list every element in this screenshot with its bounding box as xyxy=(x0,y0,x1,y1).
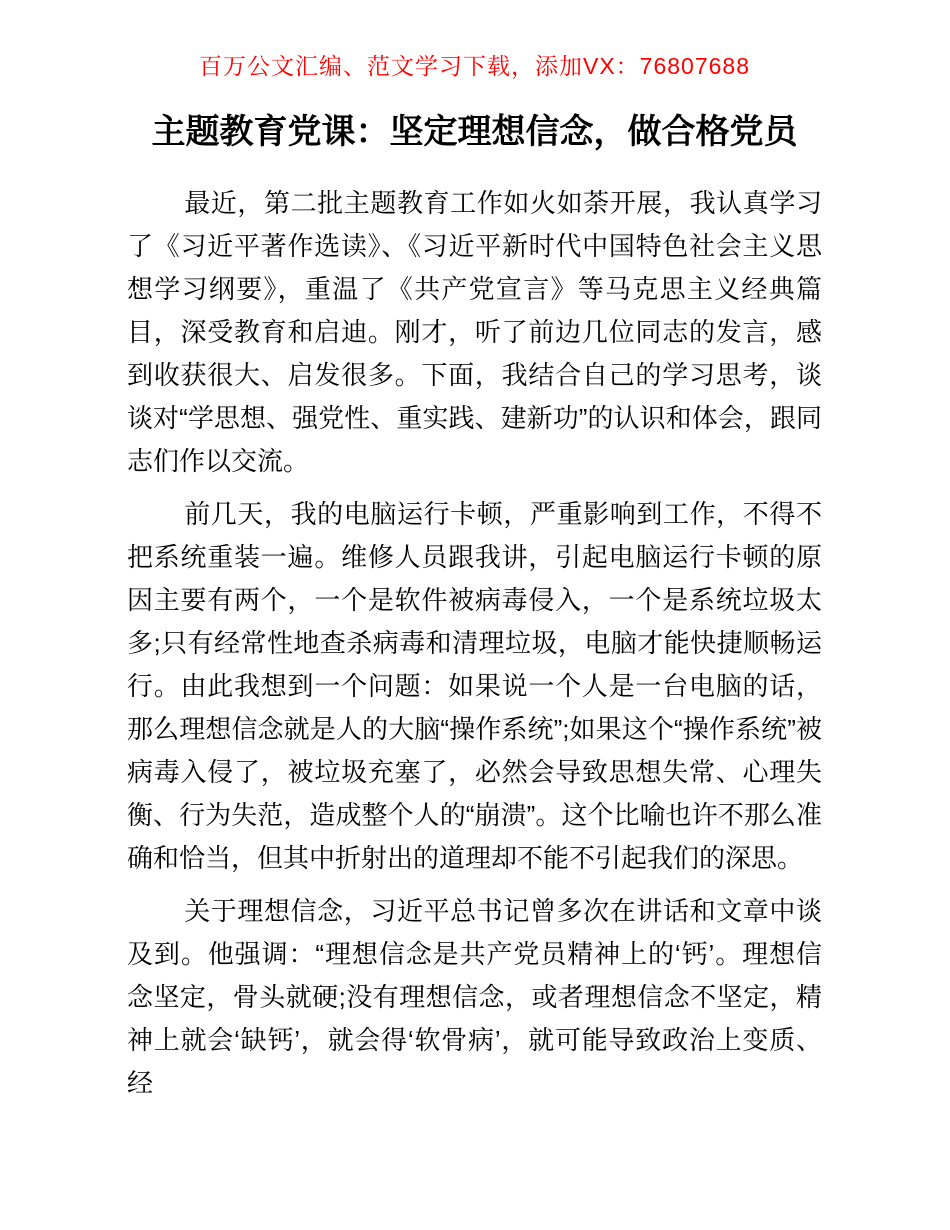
paragraph-1: 最近，第二批主题教育工作如火如荼开展，我认真学习了《习近平著作选读》、《习近平新时代中国特色社会主义思想学习纲要》，重温了《共产党宣言》等马克思主义经典篇目，深受教育和启迪。刚才，听了前边几位同志的发言，感到收获很大、启发很多。下面，我结合自己的学习思考，谈谈对“学思想、强党性、重实践、建新功”的认识和体会，跟同志们作以交流。 xyxy=(127,188,822,476)
promo-header-text: 百万公文汇编、范文学习下载，添加VX：76807688 xyxy=(198,53,750,79)
document-title: 主题教育党课：坚定理想信念，做合格党员 xyxy=(151,113,798,151)
paragraph-3: 关于理想信念，习近平总书记曾多次在讲话和文章中谈及到。他强调：“理想信念是共产党员精神上的‘钙’。理想信念坚定，骨头就硬;没有理想信念，或者理想信念不坚定，精神上就会‘缺钙’，就会得‘软骨病’，就可能导致政治上变质、经 xyxy=(127,896,822,1098)
paragraph-2: 前几天，我的电脑运行卡顿，严重影响到工作，不得不把系统重装一遍。维修人员跟我讲，引起电脑运行卡顿的原因主要有两个，一个是软件被病毒侵入，一个是系统垃圾太多;只有经常性地查杀病毒和清理垃圾，电脑才能快捷顺畅运行。由此我想到一个问题：如果说一个人是一台电脑的话，那么理想信念就是人的大脑“操作系统”;如果这个“操作系统”被病毒入侵了，被垃圾充塞了，必然会导致思想失常、心理失衡、行为失范，造成整个人的“崩溃”。这个比喻也许不那么准确和恰当，但其中折射出的道理却不能不引起我们的深思。 xyxy=(127,499,822,873)
document-body xyxy=(127,182,822,1105)
